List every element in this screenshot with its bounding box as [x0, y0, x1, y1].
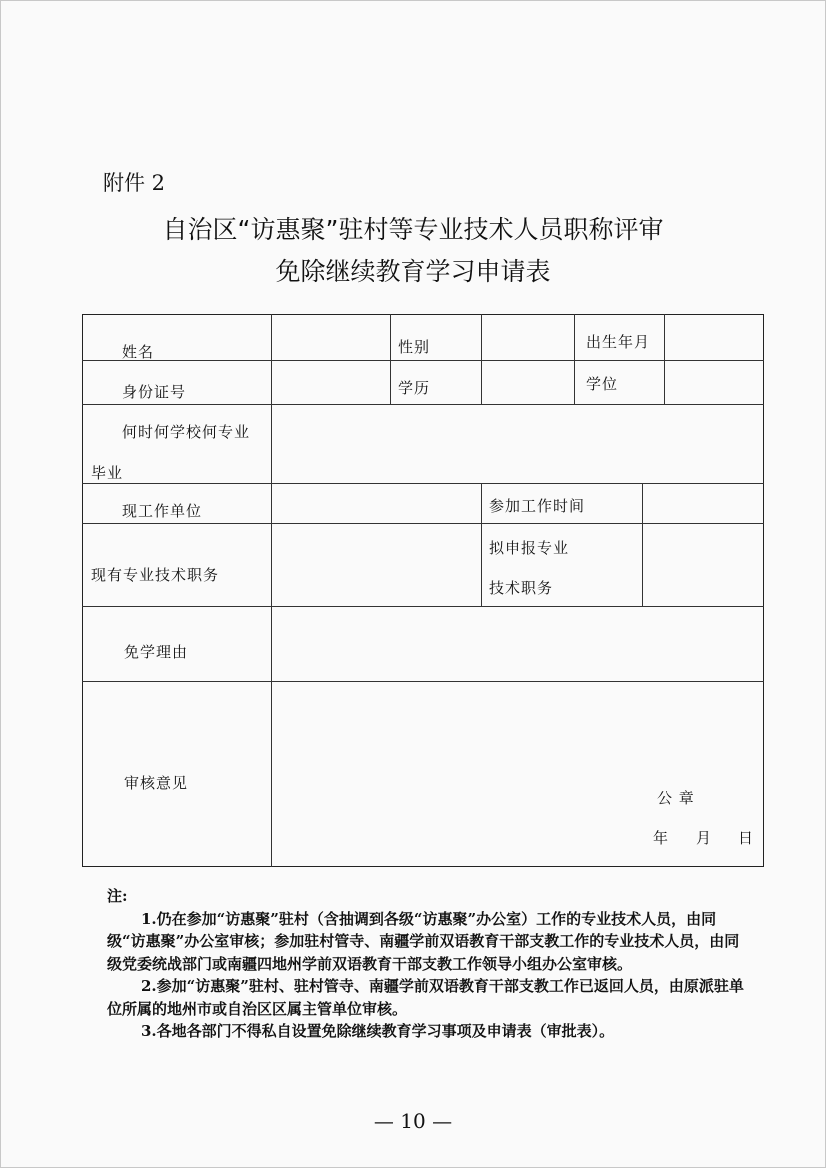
graduation-label-line1: 何时何学校何专业 [122, 423, 251, 441]
birth-date-label: 出生年月 [586, 333, 651, 351]
notes-heading: 注: [107, 887, 128, 905]
date-day-label: 日 [738, 829, 755, 847]
column-divider [390, 314, 391, 404]
exemption-reason-label: 免学理由 [124, 643, 189, 661]
work-start-label: 参加工作时间 [489, 497, 586, 515]
note-item-1: 1.仍在参加“访惠聚”驻村（含抽调到各级“访惠聚”办公室）工作的专业技术人员，由同级“访惠聚”办公室审核；参加驻村管寺、南疆学前双语教育干部支教工作的专业技术人员，由同级党委统战部门或南疆四地州学前双语教育干部支教工作领导小组办公室审核。 [107, 909, 740, 973]
form-title-line1: 自治区“访惠聚”驻村等专业技术人员职称评审 [162, 215, 664, 244]
column-divider [574, 314, 575, 404]
row-divider [82, 360, 764, 361]
column-divider [481, 314, 482, 404]
row-divider [82, 681, 764, 682]
graduation-label-line2: 毕业 [91, 464, 124, 482]
official-seal-label: 公 章 [657, 789, 695, 807]
gender-label: 性别 [398, 338, 431, 356]
degree-label: 学位 [586, 375, 619, 393]
note-item-2: 2.参加“访惠聚”驻村、驻村管寺、南疆学前双语教育干部支教工作已返回人员，由原派驻单位所属的地州市或自治区区属主管单位审核。 [107, 977, 744, 1018]
attachment-label: 附件 2 [103, 171, 166, 195]
review-opinion-label: 审核意见 [124, 774, 189, 792]
name-label: 姓名 [122, 343, 155, 361]
date-month-label: 月 [696, 829, 713, 847]
column-divider [481, 483, 482, 606]
notes-section [107, 885, 747, 1043]
note-item-3: 3.各地各部门不得私自设置免除继续教育学习事项及申请表（审批表）。 [141, 1022, 615, 1040]
column-divider [664, 314, 665, 404]
column-divider [642, 483, 643, 606]
page-number: — 10 — [373, 1109, 453, 1133]
id-number-label: 身份证号 [122, 383, 187, 401]
proposed-title-label-line2: 技术职务 [489, 579, 554, 597]
form-title-line2: 免除继续教育学习申请表 [275, 257, 551, 286]
current-title-label: 现有专业技术职务 [91, 566, 220, 584]
row-divider [82, 404, 764, 405]
row-divider [82, 523, 764, 524]
row-divider [82, 483, 764, 484]
row-divider [82, 606, 764, 607]
education-label: 学历 [398, 379, 431, 397]
date-year-label: 年 [653, 829, 670, 847]
column-divider [271, 314, 272, 867]
proposed-title-label-line1: 拟申报专业 [489, 539, 570, 557]
employer-label: 现工作单位 [122, 502, 203, 520]
